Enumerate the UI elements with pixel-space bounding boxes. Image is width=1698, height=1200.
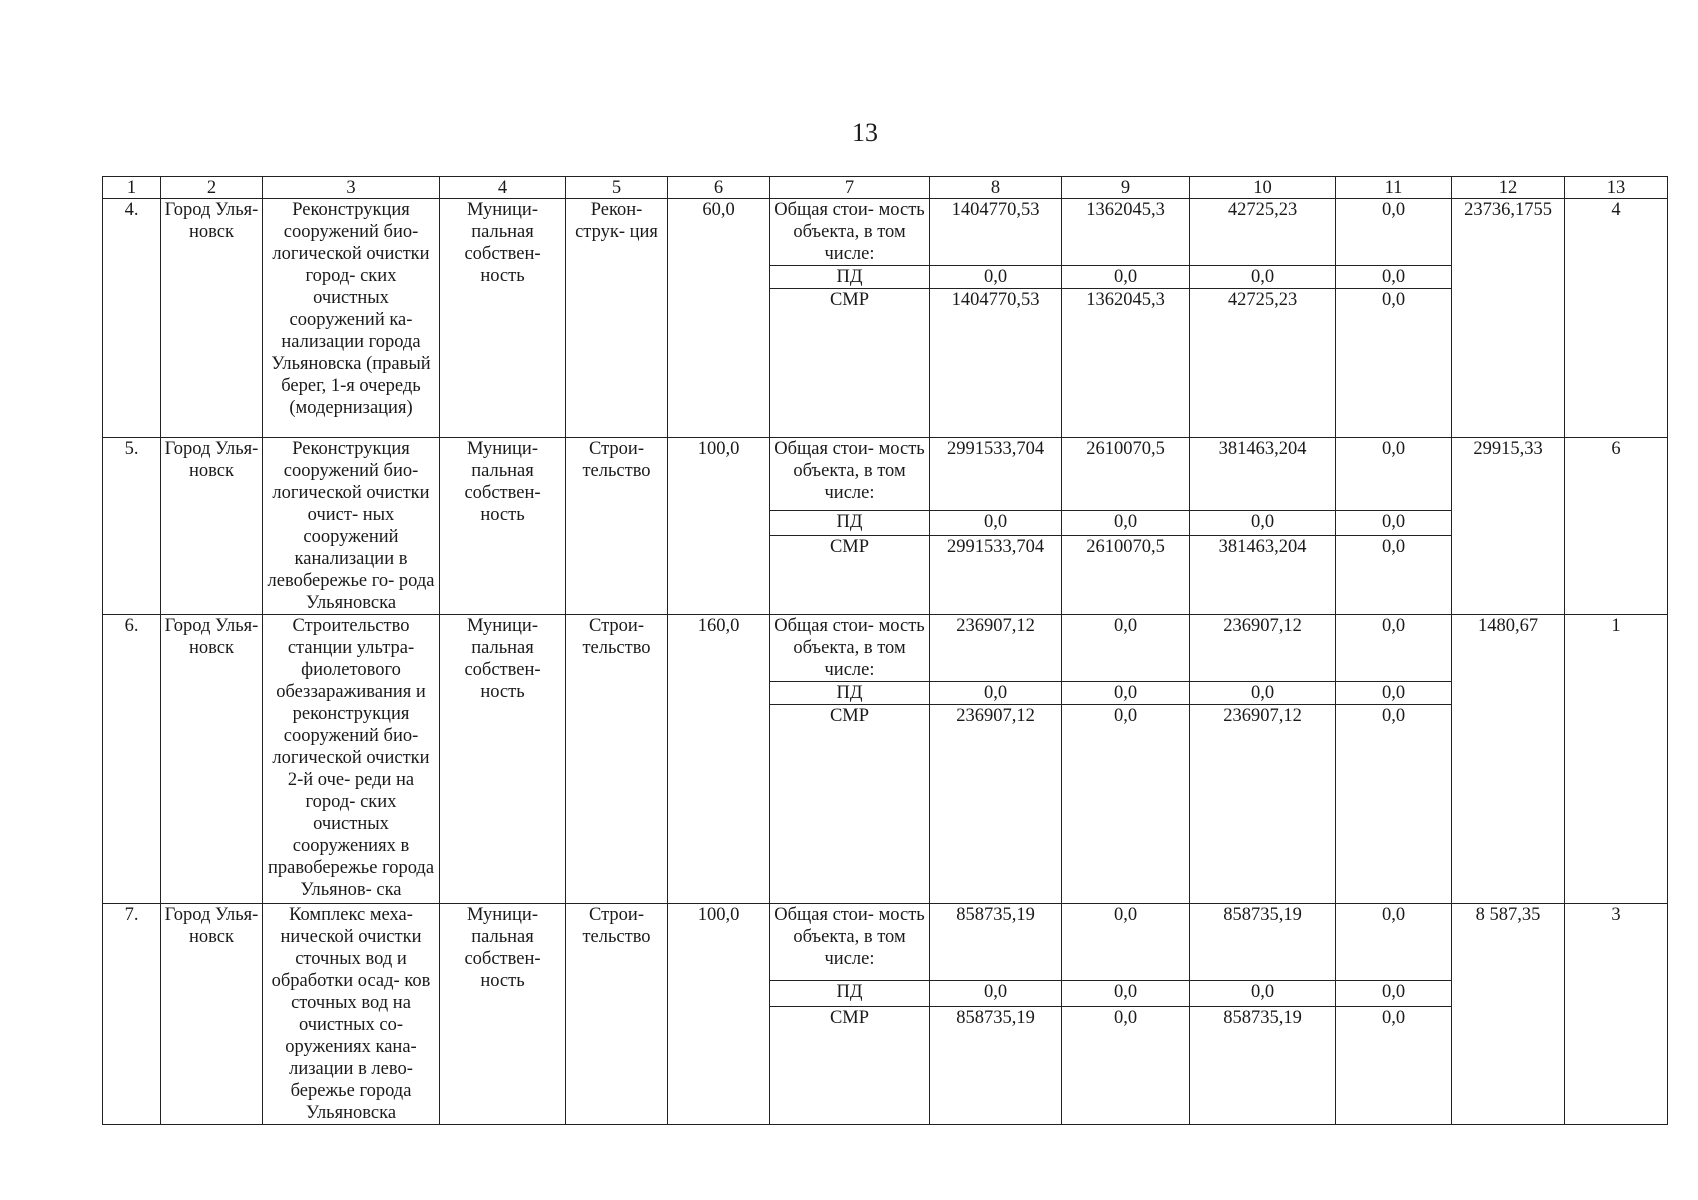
header-cell: 7 bbox=[770, 177, 930, 199]
cost-total: 0,0 bbox=[930, 980, 1062, 1006]
smr-label: СМР bbox=[770, 289, 930, 438]
cost-col-9: 2610070,5 bbox=[1062, 535, 1190, 614]
cost-col-9: 0,0 bbox=[1062, 682, 1190, 705]
ownership-form: Муници- пальная собствен- ность bbox=[440, 199, 566, 438]
cost-col-10: 858735,19 bbox=[1190, 1007, 1336, 1125]
col-12-value: 29915,33 bbox=[1452, 438, 1565, 615]
cost-col-9: 0,0 bbox=[1062, 266, 1190, 289]
cost-col-9: 0,0 bbox=[1062, 705, 1190, 904]
col-13-value: 6 bbox=[1565, 438, 1668, 615]
pd-label: ПД bbox=[770, 682, 930, 705]
municipality: Город Улья- новск bbox=[161, 199, 263, 438]
cost-col-10: 0,0 bbox=[1190, 266, 1336, 289]
cost-col-9: 2610070,5 bbox=[1062, 438, 1190, 511]
col-12-value: 1480,67 bbox=[1452, 615, 1565, 904]
cost-col-10: 858735,19 bbox=[1190, 904, 1336, 981]
ownership-form: Муници- пальная собствен- ность bbox=[440, 438, 566, 615]
header-cell: 10 bbox=[1190, 177, 1336, 199]
object-name: Реконструкция сооружений био- логической очистки город- ских очистных сооружений ка- нализации города Ульяновска (правый берег, 1-я очередь (модернизация) bbox=[263, 199, 440, 438]
capacity-value: 60,0 bbox=[668, 199, 770, 438]
row-number: 7. bbox=[103, 904, 161, 1125]
cost-col-9: 0,0 bbox=[1062, 904, 1190, 981]
capacity-value: 160,0 bbox=[668, 615, 770, 904]
cost-col-10: 0,0 bbox=[1190, 510, 1336, 535]
cost-total: 858735,19 bbox=[930, 904, 1062, 981]
header-cell: 5 bbox=[566, 177, 668, 199]
cost-total: 236907,12 bbox=[930, 705, 1062, 904]
smr-label: СМР bbox=[770, 1007, 930, 1125]
cost-col-9: 0,0 bbox=[1062, 615, 1190, 682]
column-number-header bbox=[103, 177, 1668, 199]
cost-col-11: 0,0 bbox=[1336, 615, 1452, 682]
cost-col-10: 236907,12 bbox=[1190, 615, 1336, 682]
cost-col-11: 0,0 bbox=[1336, 266, 1452, 289]
cost-label: Общая стои- мость объекта, в том числе: bbox=[770, 615, 930, 682]
municipality: Город Улья- новск bbox=[161, 438, 263, 615]
capacity-value: 100,0 bbox=[668, 904, 770, 1125]
project-row bbox=[103, 904, 1668, 981]
cost-total: 2991533,704 bbox=[930, 535, 1062, 614]
cost-col-10: 0,0 bbox=[1190, 980, 1336, 1006]
header-cell: 4 bbox=[440, 177, 566, 199]
work-type: Строи- тельство bbox=[566, 904, 668, 1125]
project-row bbox=[103, 199, 1668, 266]
cost-col-11: 0,0 bbox=[1336, 289, 1452, 438]
page-number: 13 bbox=[852, 118, 878, 147]
municipality: Город Улья- новск bbox=[161, 615, 263, 904]
cost-total: 0,0 bbox=[930, 682, 1062, 705]
row-number: 5. bbox=[103, 438, 161, 615]
cost-total: 0,0 bbox=[930, 266, 1062, 289]
cost-col-10: 0,0 bbox=[1190, 682, 1336, 705]
cost-col-9: 0,0 bbox=[1062, 1007, 1190, 1125]
pd-label: ПД bbox=[770, 980, 930, 1006]
header-cell: 3 bbox=[263, 177, 440, 199]
object-name: Комплекс меха- нической очистки сточных вод и обработки осад- ков сточных вод на очистных со- оружениях кана- лизации в лево- бережье города Ульяновска bbox=[263, 904, 440, 1125]
cost-total: 1404770,53 bbox=[930, 199, 1062, 266]
cost-col-11: 0,0 bbox=[1336, 1007, 1452, 1125]
object-name: Строительство станции ультра- фиолетового обеззараживания и реконструкция сооружений био- логической очистки 2-й оче- реди на город- ских очистных сооружениях в правобережье города Ульянов- ска bbox=[263, 615, 440, 904]
cost-total: 0,0 bbox=[930, 510, 1062, 535]
cost-col-11: 0,0 bbox=[1336, 535, 1452, 614]
cost-col-9: 1362045,3 bbox=[1062, 199, 1190, 266]
object-name: Реконструкция сооружений био- логической очистки очист- ных сооружений канализации в левобережье го- рода Ульяновска bbox=[263, 438, 440, 615]
ownership-form: Муници- пальная собствен- ность bbox=[440, 615, 566, 904]
cost-total: 236907,12 bbox=[930, 615, 1062, 682]
smr-label: СМР bbox=[770, 705, 930, 904]
work-type: Строи- тельство bbox=[566, 615, 668, 904]
cost-col-11: 0,0 bbox=[1336, 510, 1452, 535]
project-row bbox=[103, 438, 1668, 511]
header-cell: 1 bbox=[103, 177, 161, 199]
work-type: Строи- тельство bbox=[566, 438, 668, 615]
row-number: 6. bbox=[103, 615, 161, 904]
cost-col-10: 381463,204 bbox=[1190, 438, 1336, 511]
header-cell: 2 bbox=[161, 177, 263, 199]
cost-total: 2991533,704 bbox=[930, 438, 1062, 511]
cost-label: Общая стои- мость объекта, в том числе: bbox=[770, 199, 930, 266]
cost-col-11: 0,0 bbox=[1336, 199, 1452, 266]
cost-label: Общая стои- мость объекта, в том числе: bbox=[770, 904, 930, 981]
cost-col-10: 42725,23 bbox=[1190, 289, 1336, 438]
cost-col-9: 1362045,3 bbox=[1062, 289, 1190, 438]
header-cell: 8 bbox=[930, 177, 1062, 199]
header-cell: 12 bbox=[1452, 177, 1565, 199]
capacity-value: 100,0 bbox=[668, 438, 770, 615]
pd-label: ПД bbox=[770, 266, 930, 289]
col-13-value: 1 bbox=[1565, 615, 1668, 904]
work-type: Рекон- струк- ция bbox=[566, 199, 668, 438]
cost-col-9: 0,0 bbox=[1062, 510, 1190, 535]
cost-col-11: 0,0 bbox=[1336, 438, 1452, 511]
cost-col-11: 0,0 bbox=[1336, 904, 1452, 981]
project-row bbox=[103, 615, 1668, 682]
header-cell: 11 bbox=[1336, 177, 1452, 199]
cost-total: 858735,19 bbox=[930, 1007, 1062, 1125]
cost-col-11: 0,0 bbox=[1336, 682, 1452, 705]
cost-col-11: 0,0 bbox=[1336, 980, 1452, 1006]
cost-label: Общая стои- мость объекта, в том числе: bbox=[770, 438, 930, 511]
cost-col-10: 381463,204 bbox=[1190, 535, 1336, 614]
header-cell: 6 bbox=[668, 177, 770, 199]
cost-col-10: 42725,23 bbox=[1190, 199, 1336, 266]
investment-table bbox=[102, 176, 1668, 1125]
col-13-value: 3 bbox=[1565, 904, 1668, 1125]
col-12-value: 23736,1755 bbox=[1452, 199, 1565, 438]
cost-total: 1404770,53 bbox=[930, 289, 1062, 438]
ownership-form: Муници- пальная собствен- ность bbox=[440, 904, 566, 1125]
pd-label: ПД bbox=[770, 510, 930, 535]
header-cell: 13 bbox=[1565, 177, 1668, 199]
row-number: 4. bbox=[103, 199, 161, 438]
smr-label: СМР bbox=[770, 535, 930, 614]
header-cell: 9 bbox=[1062, 177, 1190, 199]
cost-col-9: 0,0 bbox=[1062, 980, 1190, 1006]
cost-col-11: 0,0 bbox=[1336, 705, 1452, 904]
cost-col-10: 236907,12 bbox=[1190, 705, 1336, 904]
col-12-value: 8 587,35 bbox=[1452, 904, 1565, 1125]
col-13-value: 4 bbox=[1565, 199, 1668, 438]
municipality: Город Улья- новск bbox=[161, 904, 263, 1125]
